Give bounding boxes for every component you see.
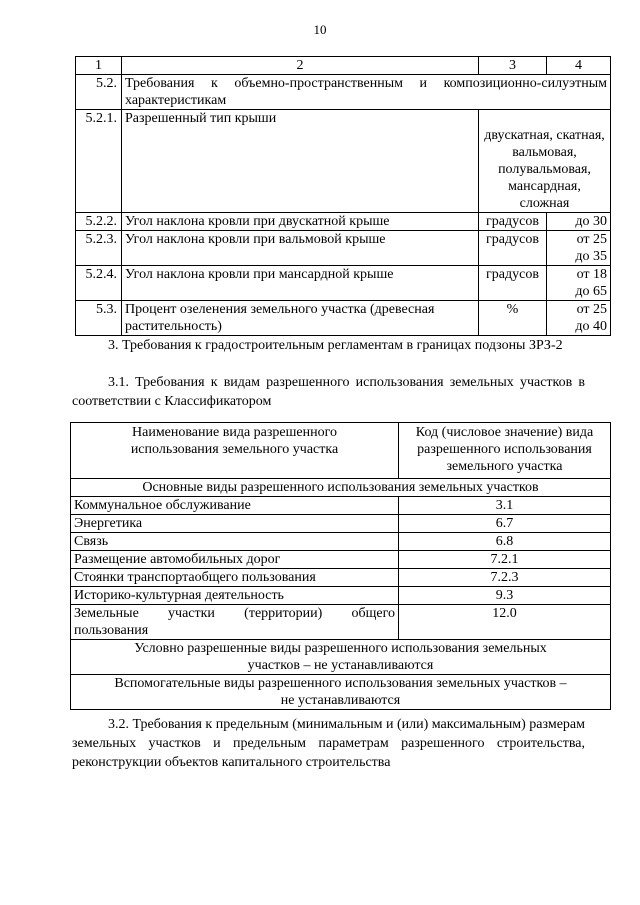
section-3-heading: 3. Требования к градостроительным регламентам в границах подзоны ЗРЗ-2 [108, 338, 563, 353]
use-code: 7.2.1 [399, 551, 611, 569]
section-3-1-heading: 3.1. Требования к видам разрешенного использования земельных участков в соответствии с Классификатором [72, 375, 585, 409]
row-name: Угол наклона кровли при двускатной крыше [122, 213, 479, 231]
use-name: Размещение автомобильных дорог [71, 551, 399, 569]
row-number: 5.3. [76, 301, 122, 336]
row-value: от 25 до 35 [547, 231, 611, 266]
row-number: 5.2. [76, 75, 122, 110]
group-row [71, 479, 611, 497]
row-name: Угол наклона кровли при вальмовой крыше [122, 231, 479, 266]
table-row [71, 551, 611, 569]
use-code: 9.3 [399, 587, 611, 605]
table-row [76, 301, 611, 336]
use-code: 3.1 [399, 497, 611, 515]
table-row [71, 515, 611, 533]
use-name: Историко-культурная деятельность [71, 587, 399, 605]
use-code: 6.7 [399, 515, 611, 533]
row-name: Требования к объемно-пространственным и композиционно-силуэтным характеристикам [122, 75, 611, 110]
table-row [76, 213, 611, 231]
row-number: 5.2.1. [76, 110, 122, 213]
auxiliary-group-title: Вспомогательные виды разрешенного использования земельных участков – не устанавливаются [71, 675, 611, 710]
page-number: 10 [313, 22, 327, 37]
row-number: 5.2.2. [76, 213, 122, 231]
row-number: 5.2.3. [76, 231, 122, 266]
use-name: Энергетика [71, 515, 399, 533]
table-row [71, 533, 611, 551]
header-cell: 3 [479, 57, 547, 75]
row-name: Разрешенный тип крыши [122, 110, 479, 213]
table-row [76, 266, 611, 301]
use-code: 6.8 [399, 533, 611, 551]
row-name: Процент озеленения земельного участка (древесная растительность) [122, 301, 479, 336]
header-cell: 4 [547, 57, 611, 75]
header-cell: 1 [76, 57, 122, 75]
row-unit: % [479, 301, 547, 336]
row-value: двускатная, скатная, вальмовая, полувальмовая, мансардная, сложная [479, 110, 611, 213]
row-value: от 18 до 65 [547, 266, 611, 301]
table-row [71, 497, 611, 515]
row-unit: градусов [479, 266, 547, 301]
use-name: Связь [71, 533, 399, 551]
table-header-row [71, 423, 611, 479]
header-cell: Код (числовое значение) вида разрешенного использования земельного участка [399, 423, 611, 479]
table-row [71, 605, 611, 640]
header-cell: 2 [122, 57, 479, 75]
row-unit: градусов [479, 231, 547, 266]
use-name: Коммунальное обслуживание [71, 497, 399, 515]
table-row [76, 110, 611, 213]
row-value: от 25 до 40 [547, 301, 611, 336]
row-value: до 30 [547, 213, 611, 231]
use-code: 7.2.3 [399, 569, 611, 587]
row-unit: градусов [479, 213, 547, 231]
row-number: 5.2.4. [76, 266, 122, 301]
use-name: Стоянки транспортаобщего пользования [71, 569, 399, 587]
use-name: Земельные участки (территории) общего пользования [71, 605, 399, 640]
regulations-table [75, 56, 611, 336]
table-header-row [76, 57, 611, 75]
group-row [71, 640, 611, 675]
row-name: Угол наклона кровли при мансардной крыше [122, 266, 479, 301]
table-row [76, 75, 611, 110]
table-row [71, 587, 611, 605]
table-row [71, 569, 611, 587]
use-code: 12.0 [399, 605, 611, 640]
section-3-2-heading: 3.2. Требования к предельным (минимальным и (или) максимальным) размерам земельных участков и предельным параметрам разрешенного строительства, реконструкции объектов капитального строительства [72, 717, 585, 770]
group-row [71, 675, 611, 710]
table-row [76, 231, 611, 266]
header-cell: Наименование вида разрешенного использования земельного участка [71, 423, 399, 479]
main-group-title: Основные виды разрешенного использования земельных участков [71, 479, 611, 497]
conditional-group-title: Условно разрешенные виды разрешенного использования земельных участков – не устанавливаются [71, 640, 611, 675]
land-use-table [70, 422, 611, 710]
